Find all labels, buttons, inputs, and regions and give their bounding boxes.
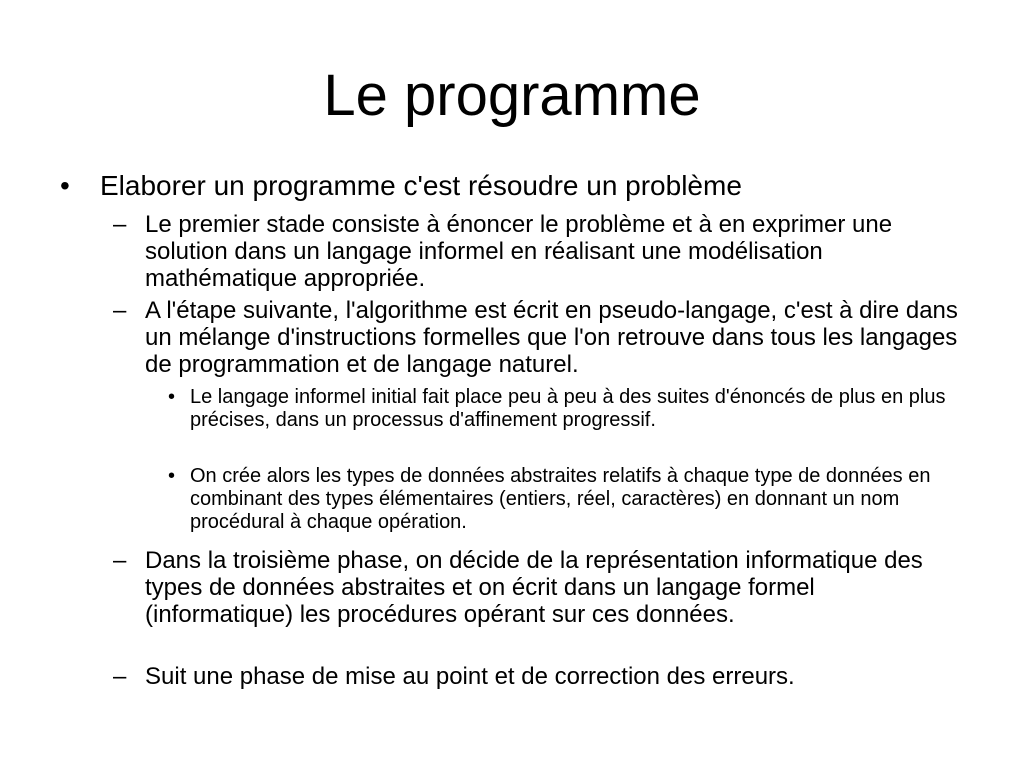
sub-sub-item-text: Le langage informel initial fait place peu à peu à des suites d'énoncés de plus en plus précises, dans un processus d'affinement progressif.: [190, 386, 946, 431]
slide-title: Le programme: [323, 63, 701, 128]
sub-item-text: A l'étape suivante, l'algorithme est écrit en pseudo-langage, c'est à dire dans un mélange d'instructions formelles que l'on retrouve dans tous les langages de programmation et de langage naturel.: [145, 297, 958, 378]
sub-sub-item: [168, 465, 970, 534]
sub-sub-item: [168, 386, 970, 432]
dash-marker: –: [113, 547, 127, 574]
bullet-item: [60, 170, 920, 202]
dash-marker: –: [113, 297, 127, 324]
sub-item: [113, 211, 965, 292]
sub-item: [113, 297, 965, 378]
sub-item-text: Dans la troisième phase, on décide de la représentation informatique des types de données abstraites et on écrit dans un langage formel (informatique) les procédures opérant sur ces données.: [145, 547, 923, 628]
sub-item: [113, 663, 965, 690]
sub-item-text: Suit une phase de mise au point et de correction des erreurs.: [145, 663, 795, 690]
sub-sub-item-text: On crée alors les types de données abstraites relatifs à chaque type de données en combinant des types élémentaires (entiers, réel, caractères) en donnant un nom procédural à chaque opération.: [190, 465, 931, 533]
dash-marker: –: [113, 663, 127, 690]
bullet-marker: •: [168, 465, 176, 487]
sub-item-text: Le premier stade consiste à énoncer le problème et à en exprimer une solution dans un langage informel en réalisant une modélisation mathématique appropriée.: [145, 211, 893, 292]
bullet-marker: •: [168, 386, 176, 408]
bullet-text: Elaborer un programme c'est résoudre un problème: [100, 170, 742, 201]
bullet-marker: •: [60, 170, 70, 201]
sub-item: [113, 547, 965, 628]
dash-marker: –: [113, 211, 127, 238]
